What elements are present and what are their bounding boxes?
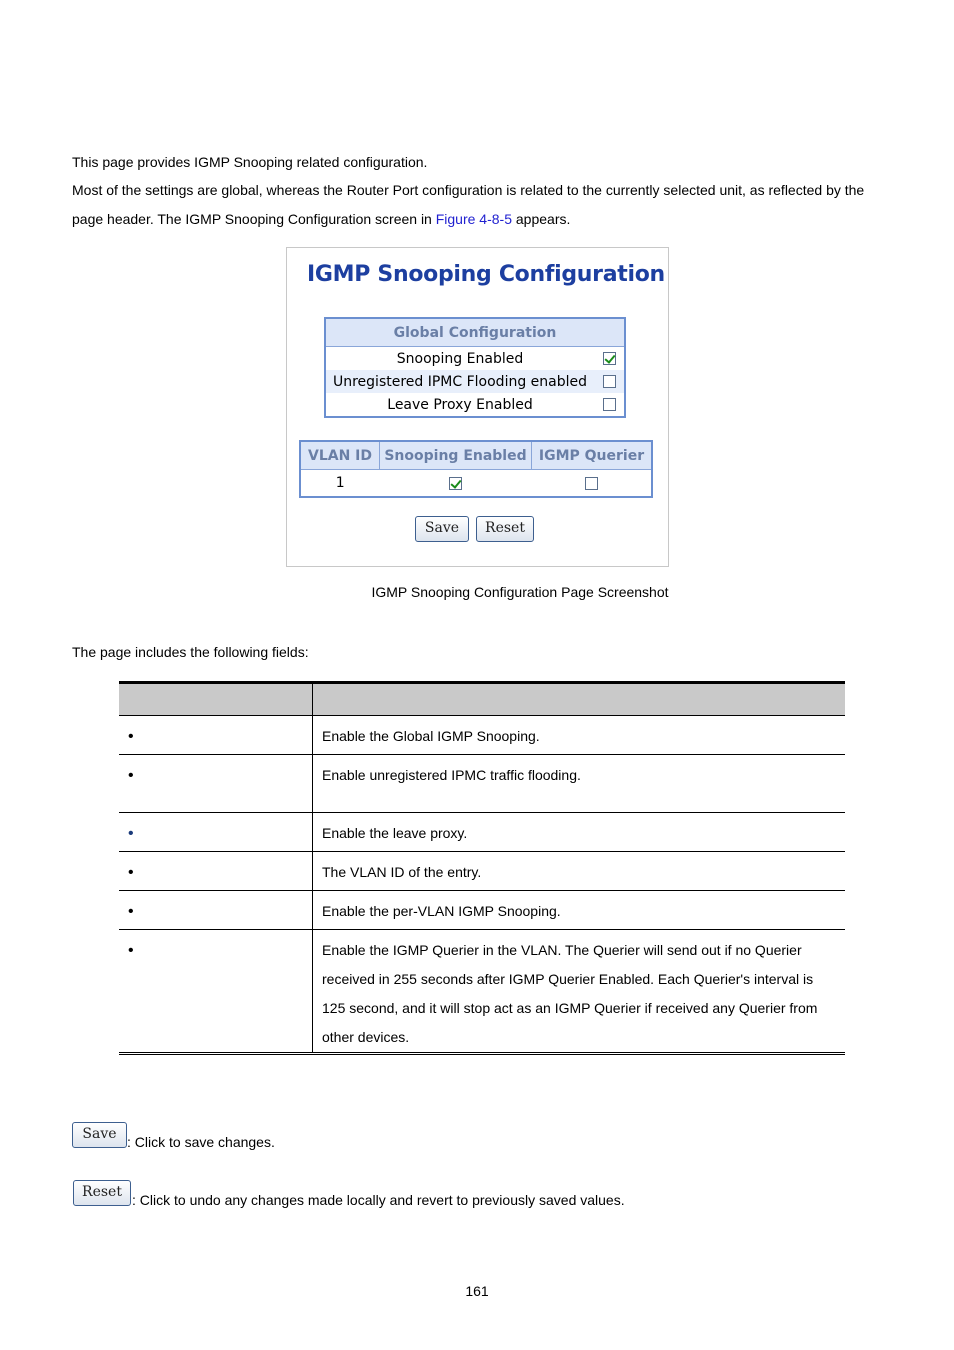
save-description: : Click to save changes. xyxy=(127,1134,275,1150)
reset-button[interactable]: Reset xyxy=(476,516,534,542)
table-row xyxy=(119,755,845,813)
page-number: 161 xyxy=(465,1283,489,1299)
vlan-id-header: VLAN ID xyxy=(300,441,380,470)
bullet: • xyxy=(128,942,134,959)
unregistered-flooding-checkbox[interactable] xyxy=(603,375,616,388)
field-description: Enable unregistered IPMC traffic flooding. xyxy=(313,755,846,813)
bullet: • xyxy=(128,864,134,881)
global-row-unregistered-flooding xyxy=(325,370,625,393)
global-row-snooping-enabled xyxy=(325,347,625,371)
bullet: • xyxy=(128,903,134,920)
screenshot-frame xyxy=(286,247,669,567)
bullet: • xyxy=(128,728,134,745)
global-row-label: Leave Proxy Enabled xyxy=(387,396,533,413)
bullet: • xyxy=(128,825,134,842)
save-button[interactable]: Save xyxy=(415,516,469,542)
vlan-snooping-checkbox[interactable] xyxy=(449,477,462,490)
intro-line-1: This page provides IGMP Snooping related configuration. xyxy=(72,154,428,170)
table-row xyxy=(119,716,845,755)
figure-link[interactable]: Figure 4-8-5 xyxy=(435,211,512,227)
fields-table-header xyxy=(119,683,845,716)
bullet: • xyxy=(128,767,134,784)
field-description: Enable the Global IGMP Snooping. xyxy=(313,716,846,755)
screenshot-title: IGMP Snooping Configuration xyxy=(307,262,665,287)
vlan-table xyxy=(299,440,653,498)
global-configuration-table xyxy=(324,317,626,418)
intro-line-2: Most of the settings are global, whereas the Router Port configuration is related to the currently selected unit, as reflected by the xyxy=(72,182,865,198)
figure-caption: IGMP Snooping Configuration Page Screenshot xyxy=(371,584,669,600)
igmp-querier-header: IGMP Querier xyxy=(532,441,653,470)
vlan-id-cell: 1 xyxy=(335,475,345,491)
table-row xyxy=(119,852,845,891)
table-row xyxy=(300,470,652,498)
table-row xyxy=(119,930,845,1054)
object-header xyxy=(119,683,313,716)
intro-line-3-text: page header. The IGMP Snooping Configuration screen in xyxy=(72,211,436,227)
field-description: Enable the per-VLAN IGMP Snooping. xyxy=(313,891,846,930)
leave-proxy-checkbox[interactable] xyxy=(603,398,616,411)
field-description: Enable the leave proxy. xyxy=(313,813,846,852)
fields-table xyxy=(119,681,845,1055)
table-row xyxy=(119,813,845,852)
global-row-label: Unregistered IPMC Flooding enabled xyxy=(325,370,594,393)
save-button-example[interactable]: Save xyxy=(72,1122,127,1148)
table-row xyxy=(119,891,845,930)
intro-line-3-end: appears. xyxy=(512,211,571,227)
reset-description: : Click to undo any changes made locally and revert to previously saved values. xyxy=(132,1192,625,1208)
vlan-querier-checkbox[interactable] xyxy=(585,477,598,490)
global-row-label: Snooping Enabled xyxy=(396,350,524,367)
fields-intro: The page includes the following fields: xyxy=(72,644,309,660)
description-header xyxy=(313,683,846,716)
global-row-leave-proxy xyxy=(325,393,625,417)
reset-button-example[interactable]: Reset xyxy=(73,1180,131,1206)
field-description: The VLAN ID of the entry. xyxy=(313,852,846,891)
global-configuration-header: Global Configuration xyxy=(325,318,625,347)
field-description: Enable the IGMP Querier in the VLAN. The Querier will send out if no Querier received in 255 seconds after IGMP Querier Enabled. Each Querier's interval is 125 second, and it will stop act as an IGMP Querier if received any Querier from other devices. xyxy=(313,930,846,1054)
intro-line-3 xyxy=(72,209,570,229)
snooping-enabled-header: Snooping Enabled xyxy=(380,441,532,470)
snooping-enabled-checkbox[interactable] xyxy=(603,352,616,365)
